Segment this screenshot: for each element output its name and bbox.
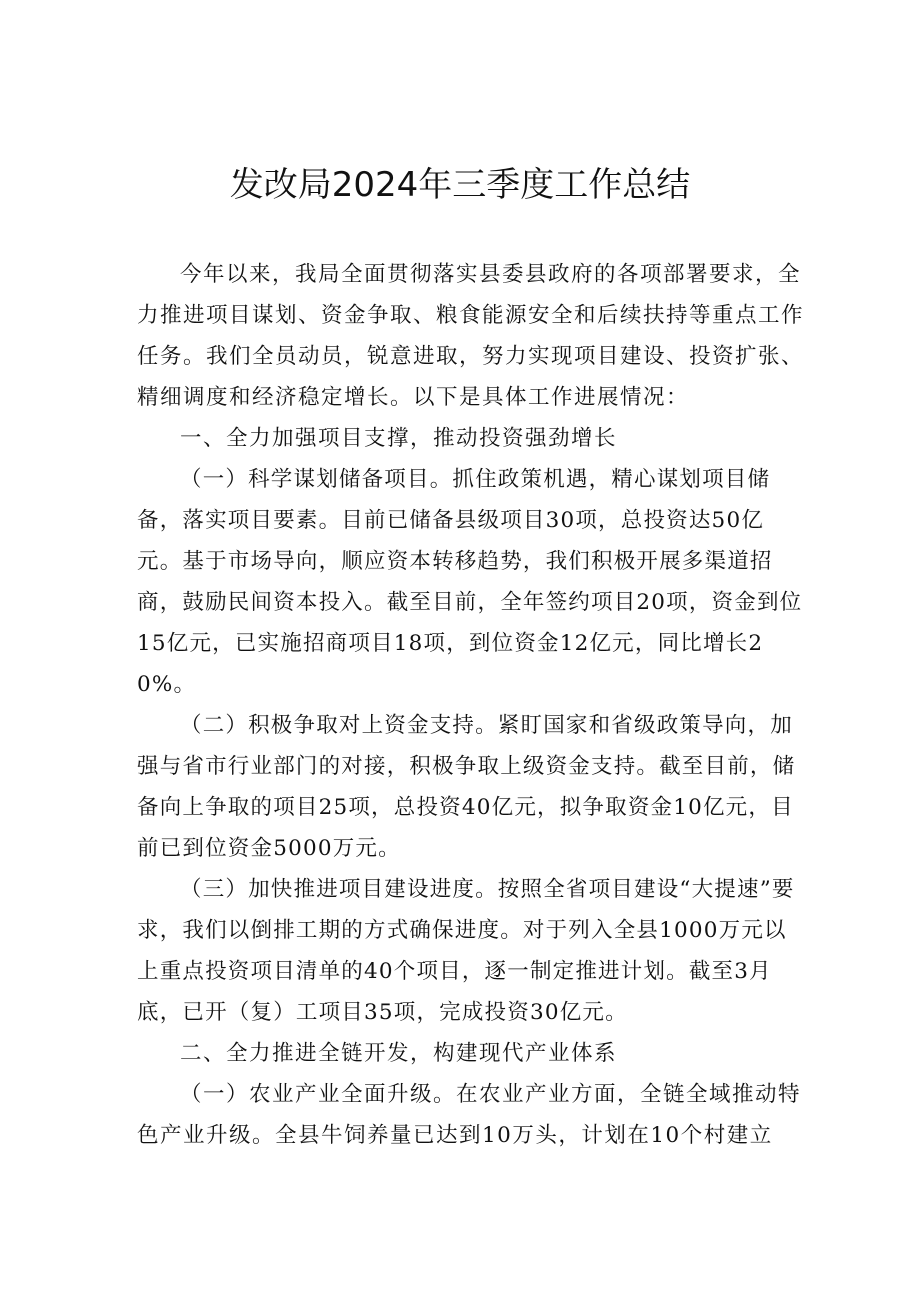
paragraph-intro: 今年以来，我局全面贯彻落实县委县政府的各项部署要求，全力推进项目谋划、资金争取、粮食能源安全和后续扶持等重点工作任务。我们全员动员，锐意进取，努力实现项目建设、投资扩张、精细调度和经济稳定增长。以下是具体工作进展情况： — [137, 262, 805, 410]
section-heading-2: 二、全力推进全链开发，构建现代产业体系 — [180, 1041, 618, 1066]
section-heading-1: 一、全力加强项目支撑，推动投资强劲增长 — [180, 426, 618, 451]
paragraph-construction-progress: （三）加快推进项目建设进度。按照全省项目建设“大提速”要求，我们以倒排工期的方式确保进度。对于列入全县1000万元以上重点投资项目清单的40个项目，逐一制定推进计划。截至3月底，已开（复）工项目35项，完成投资30亿元。 — [137, 877, 795, 1025]
document-body — [137, 254, 805, 1156]
paragraph-project-reserve: （一）科学谋划储备项目。抓住政策机遇，精心谋划项目储备，落实项目要素。目前已储备县级项目30项，总投资达50亿元。基于市场导向，顺应资本转移趋势，我们积极开展多渠道招商，鼓励民间资本投入。截至目前，全年签约项目20项，资金到位15亿元，已实施招商项目18项，到位资金12亿元，同比增长20%。 — [137, 467, 803, 697]
paragraph-agriculture-upgrade: （一）农业产业全面升级。在农业产业方面，全链全域推动特色产业升级。全县牛饲养量已达到10万头，计划在10个村建立 — [137, 1082, 802, 1148]
paragraph-funding-support: （二）积极争取对上资金支持。紧盯国家和省级政策导向，加强与省市行业部门的对接，积极争取上级资金支持。截至目前，储备向上争取的项目25项，总投资40亿元，拟争取资金10亿元，目前已到位资金5000万元。 — [137, 713, 796, 861]
document-title: 发改局2024年三季度工作总结 — [229, 165, 691, 205]
